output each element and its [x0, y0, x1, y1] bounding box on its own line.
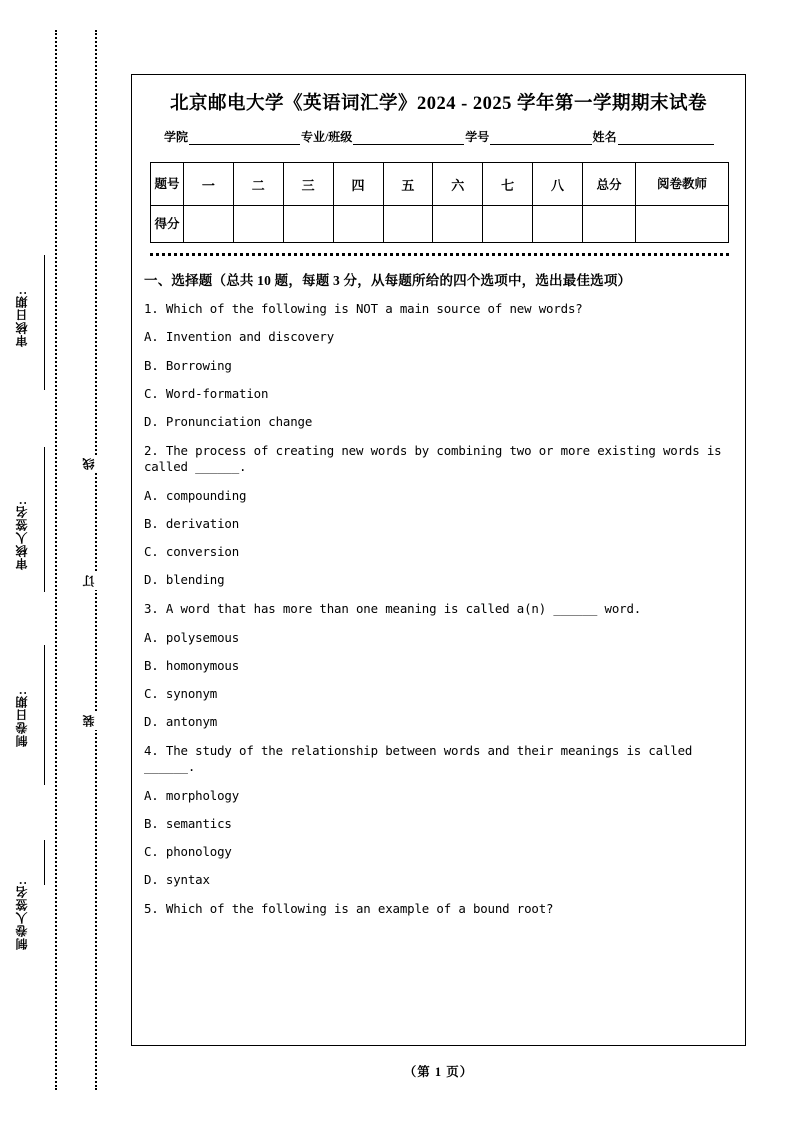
margin-label-review-date: 审核日期:: [15, 290, 29, 347]
score-cell-7[interactable]: [483, 206, 533, 243]
margin-label-reviewer-signature: 审核人签名:: [15, 500, 29, 570]
score-table-col-7: 七: [483, 163, 533, 206]
info-label-college: 学院: [164, 130, 189, 144]
score-table-col-3: 三: [283, 163, 333, 206]
question-4-option-b[interactable]: B. semantics: [144, 815, 232, 831]
binding-margin: [0, 0, 131, 1122]
question-4-text: 4. The study of the relationship between words and their meanings is called ______.: [144, 743, 693, 775]
page-title: 北京邮电大学《英语词汇学》2024 - 2025 学年第一学期期末试卷: [169, 94, 708, 114]
question-4-option-d[interactable]: D. syntax: [144, 872, 210, 888]
info-label-student-id: 学号: [465, 130, 490, 144]
score-table-wrapper: [132, 145, 745, 243]
info-label-major-class: 专业/班级: [300, 130, 353, 144]
margin-rule-3: [44, 645, 45, 785]
score-cell-3[interactable]: [283, 206, 333, 243]
score-cell-2[interactable]: [233, 206, 283, 243]
student-info-row: [132, 115, 745, 145]
score-table-col-5: 五: [383, 163, 433, 206]
score-table-col-total: 总分: [583, 163, 636, 206]
question-2-option-c[interactable]: C. conversion: [144, 543, 240, 559]
question-1-option-c[interactable]: C. Word-formation: [144, 385, 269, 401]
info-blank-college[interactable]: [189, 131, 300, 145]
question-4-option-c[interactable]: C. phonology: [144, 844, 232, 859]
binding-dashed-line-inner: [95, 30, 97, 1090]
question-2-text: 2. The process of creating new words by combining two or more existing words is called ______.: [144, 442, 722, 475]
question-3-option-c[interactable]: C. synonym: [144, 685, 218, 701]
margin-rule-4: [44, 840, 45, 885]
question-1-option-d[interactable]: D. Pronunciation change: [144, 413, 313, 429]
info-blank-major-class[interactable]: [353, 131, 464, 145]
question-2-option-b[interactable]: B. derivation: [144, 515, 240, 531]
margin-rule-2: [44, 447, 45, 592]
score-cell-teacher[interactable]: [636, 206, 729, 243]
question-body: [132, 256, 745, 918]
score-cell-4[interactable]: [333, 206, 383, 243]
binding-char-bind: 订: [80, 572, 110, 590]
margin-rule-1: [44, 255, 45, 390]
question-1-text: 1. Which of the following is NOT a main source of new words?: [144, 301, 583, 316]
score-cell-total[interactable]: [583, 206, 636, 243]
score-table: [150, 162, 729, 243]
score-table-header-row: [151, 163, 729, 206]
info-label-name: 姓名: [592, 130, 617, 144]
info-blank-student-id[interactable]: [490, 131, 591, 145]
score-cell-5[interactable]: [383, 206, 433, 243]
score-table-col-6: 六: [433, 163, 483, 206]
info-blank-name[interactable]: [618, 131, 714, 145]
score-table-col-1: 一: [184, 163, 234, 206]
question-4-option-a[interactable]: A. morphology: [144, 787, 240, 803]
binding-dashed-line-outer: [55, 30, 57, 1090]
score-cell-8[interactable]: [533, 206, 583, 243]
question-3-option-a[interactable]: A. polysemous: [144, 629, 240, 645]
page-footer: （第 1 页）: [403, 1065, 474, 1079]
binding-char-assemble: 装: [80, 712, 110, 730]
score-cell-1[interactable]: [184, 206, 234, 243]
question-5-text: 5. Which of the following is an example of a bound root?: [144, 901, 554, 917]
score-table-score-row: [151, 206, 729, 243]
score-table-col-teacher: 阅卷教师: [636, 163, 729, 206]
question-3-option-b[interactable]: B. homonymous: [144, 657, 240, 673]
question-2-option-d[interactable]: D. blending: [144, 572, 225, 587]
question-2-option-a[interactable]: A. compounding: [144, 487, 247, 503]
section-heading: 一、选择题（总共 10 题，每题 3 分，从每题所给的四个选项中，选出最佳选项）: [144, 273, 632, 288]
score-table-col-2: 二: [233, 163, 283, 206]
margin-label-paper-date: 制卷日期:: [15, 690, 29, 747]
score-table-row-label-number: 题号: [151, 163, 184, 206]
exam-paper-box: [131, 74, 746, 1046]
score-table-col-4: 四: [333, 163, 383, 206]
score-cell-6[interactable]: [433, 206, 483, 243]
score-table-col-8: 八: [533, 163, 583, 206]
question-3-option-d[interactable]: D. antonym: [144, 713, 218, 729]
question-1-option-b[interactable]: B. Borrowing: [144, 357, 232, 373]
binding-char-line: 线: [80, 455, 110, 473]
question-1-option-a[interactable]: A. Invention and discovery: [144, 329, 335, 345]
question-3-text: 3. A word that has more than one meaning is called a(n) ______ word.: [144, 601, 642, 617]
score-table-row-label-score: 得分: [151, 206, 184, 243]
margin-label-paper-maker-signature: 制卷人签名:: [15, 880, 29, 950]
